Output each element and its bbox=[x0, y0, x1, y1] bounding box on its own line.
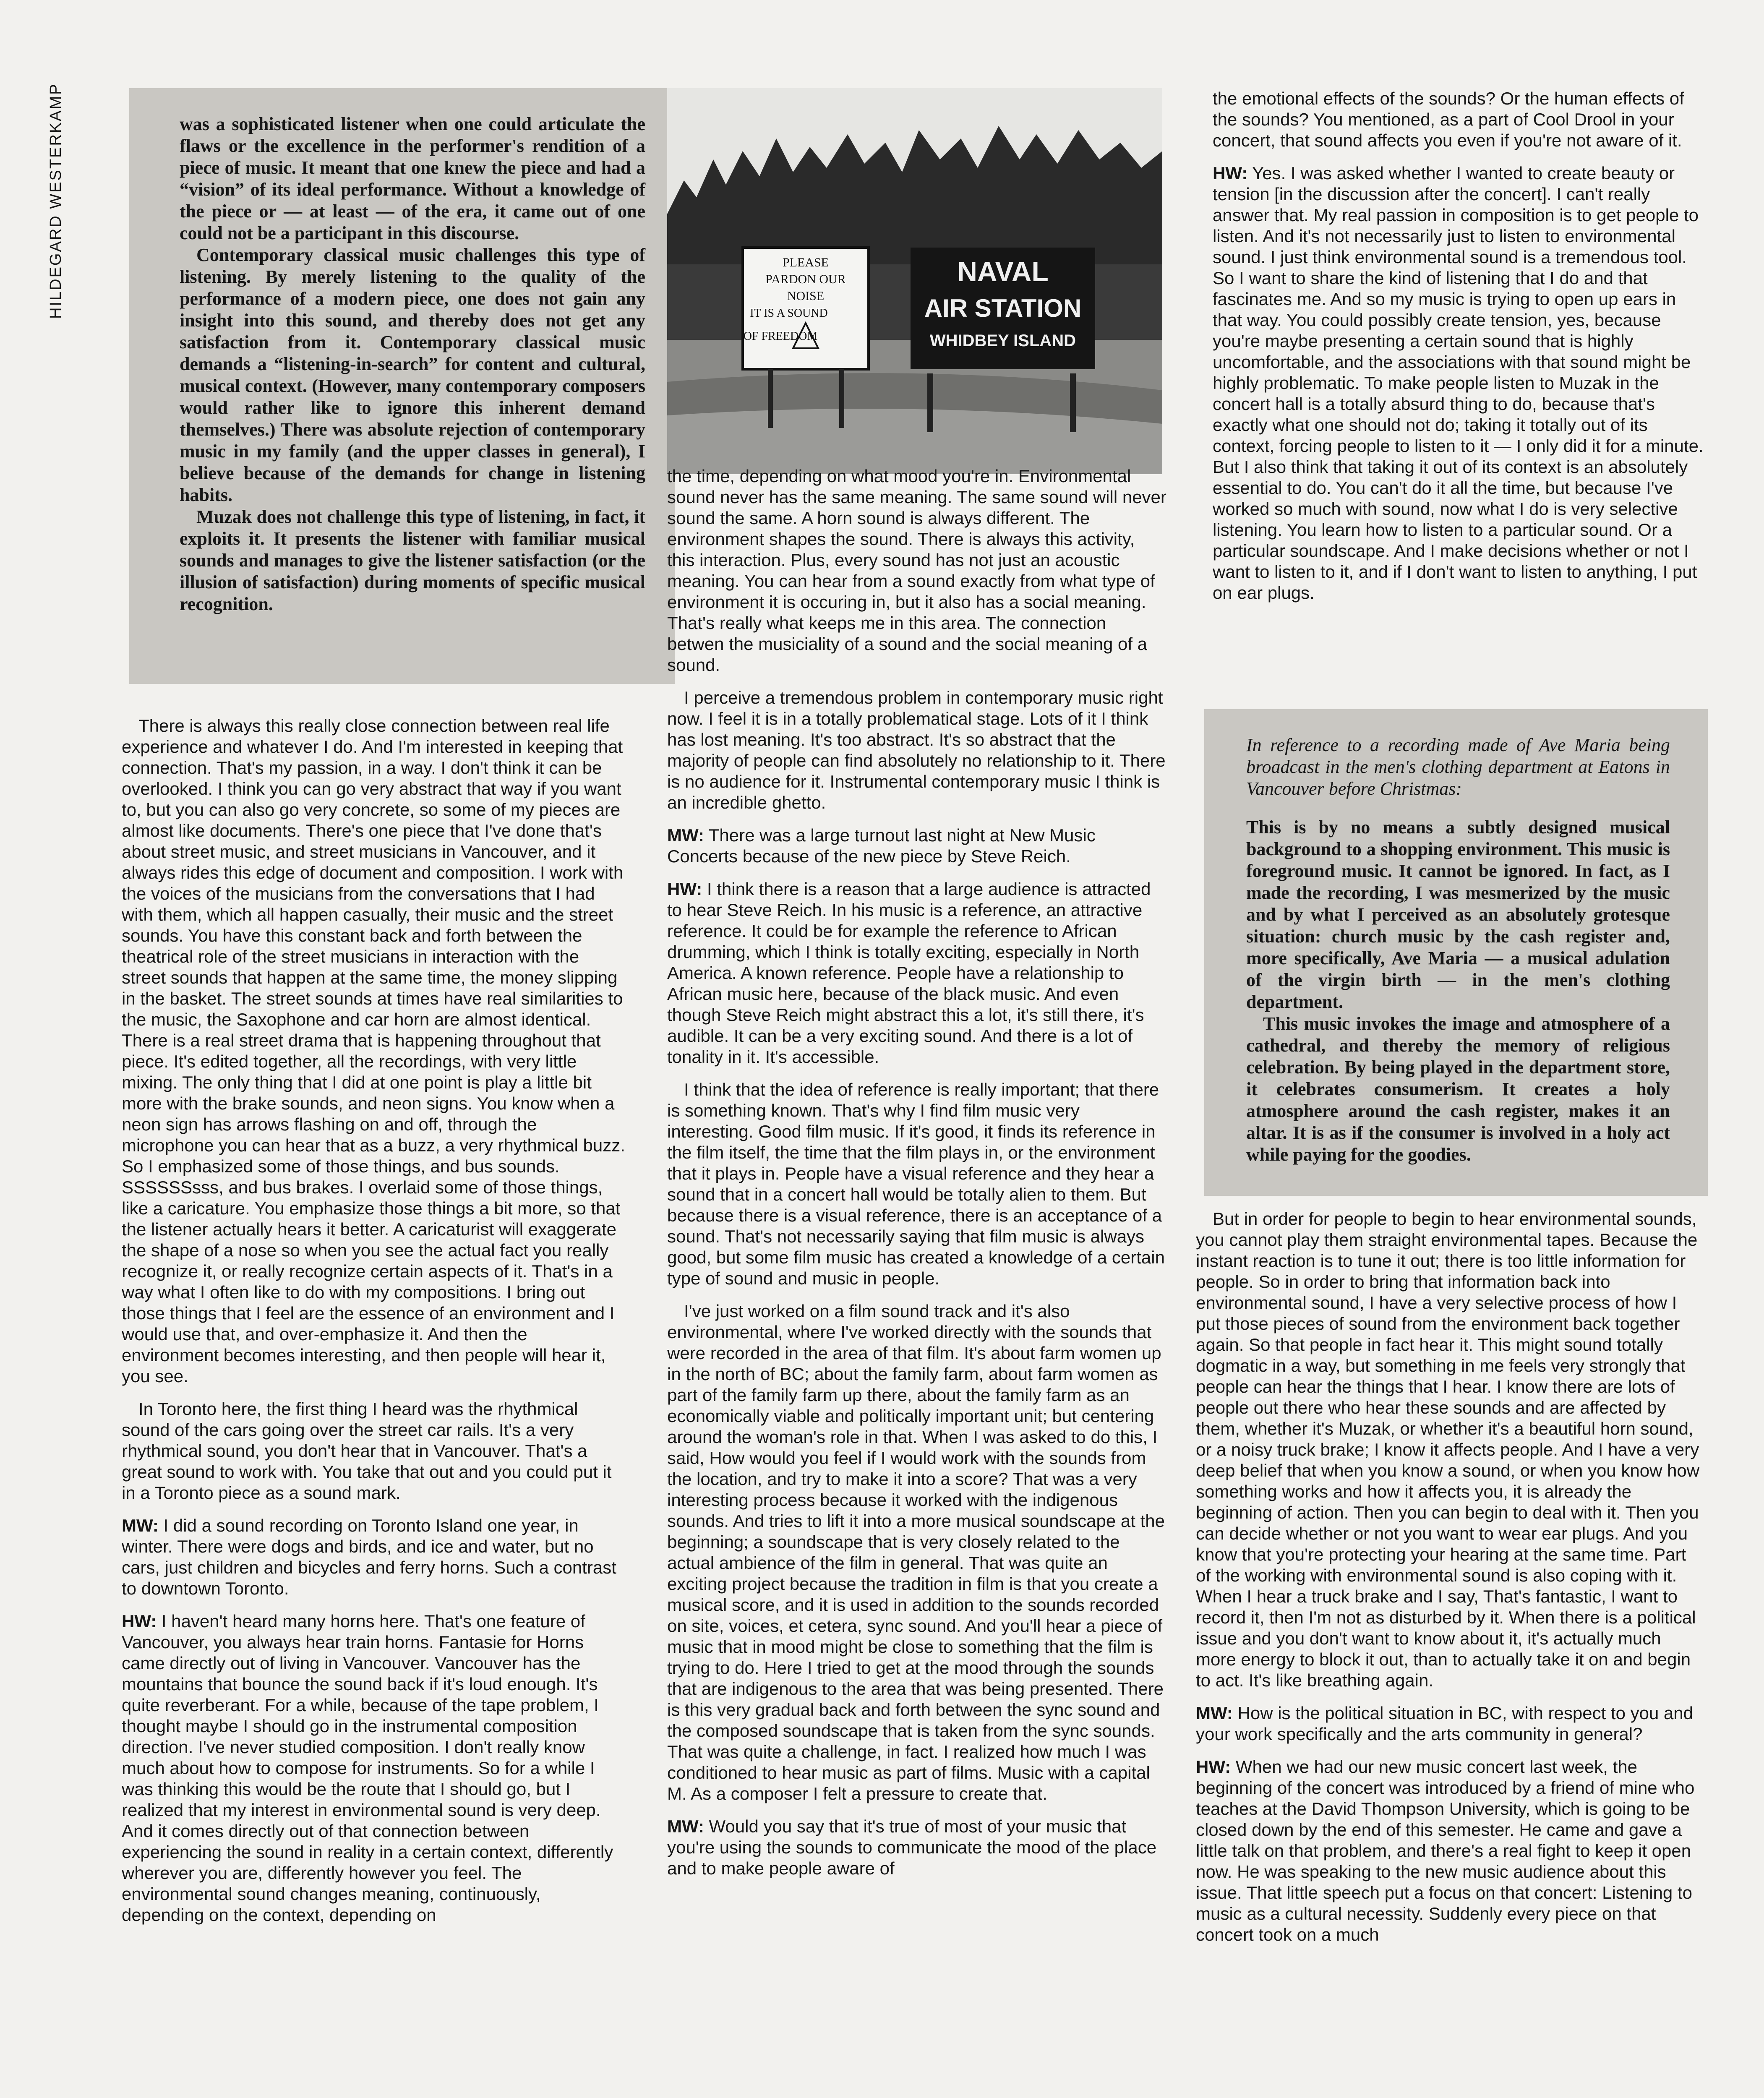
sign-right-text: AIR STATION bbox=[924, 294, 1082, 322]
sidebar-right-para: This is by no means a subtly designed musical background to a shopping environment. This music is foreground music. It cannot be ignored. In fact, as I made the recording, I was mesmerized by the music and by what I perceived as an absolutely grotesque situation: church music by the cash register and, more specifically, Ave Maria — a musical adulation of the virgin birth — in the men's clothing department. bbox=[1246, 817, 1670, 1012]
paragraph-text: Would you say that it's true of most of your music that you're using the sounds to communicate the mood of the place and to make people aware of bbox=[667, 1816, 1157, 1878]
paragraph-text: the time, depending on what mood you're in. Environmental sound never has the same meaning. The same sound will never sound the same. A horn sound is always different. The environment shapes the sound. There is always this activity, this interaction. Plus, every sound has not just an acoustic meaning. You can hear from a sound exactly from what type of environment it is occuring in, but it also has a social meaning. That's really what keeps me in this area. The connection betwen the musiciality of a sound and the social meaning of a sound. bbox=[667, 466, 1166, 675]
sign-left-text: NOISE bbox=[787, 289, 825, 303]
sidebar-left-para: was a sophisticated listener when one could articulate the flaws or the excellence in the performer's rendition of a piece of music. It meant that one knew the piece and had a “vision” of its ideal performance. Without a knowledge of the piece or — at least — of the era, it came out of one could not be a participant in this discourse. bbox=[180, 114, 645, 243]
article-paragraph bbox=[1213, 88, 1704, 151]
sign-left-text: OF FREEDOM bbox=[743, 330, 818, 343]
sign-left-text: IT IS A SOUND bbox=[750, 307, 828, 320]
article-paragraph bbox=[122, 1611, 625, 1926]
sign-right-text: WHIDBEY ISLAND bbox=[929, 331, 1076, 350]
sign-left-text: PLEASE bbox=[782, 256, 829, 269]
photo-graphic bbox=[667, 88, 1162, 474]
speaker-label: MW: bbox=[122, 1516, 159, 1535]
paragraph-text: But in order for people to begin to hear environmental sounds, you cannot play them straight environmental tapes. Because the instant reaction is to tune it out; there is too little information for people. So in order to bring that information back into environmental sound, I have a very selective process of how I put those pieces of sound from the environment back together again. So that people in fact hear it. This might sound totally dogmatic in a way, but something in me feels very strongly that people can hear the things that I hear. I know there are lots of people out there who hear these sounds and are affected by them, whether it's Muzak, or whether it's a beautiful horn sound, or a noisy truck brake; I know it affects people. And I have a very deep belief that when you know a sound, or when you know how something works and how it affects you, it is already the beginning of action. Then you can begin to deal with it. Then you can decide whether or not you want to wear ear plugs. And you know that you're protecting your hearing at the same time. Part of the working with environmental sound is also coping with it. When I hear a truck brake and I say, That's fantastic, I want to record it, then I'm not as disturbed by it. When there is a political issue and you don't want to know about it, it's actually much more energy to block it out, than to actually take it on and begin to act. It's like breathing again. bbox=[1196, 1209, 1700, 1690]
article-paragraph bbox=[667, 825, 1166, 867]
article-column-1 bbox=[122, 715, 625, 2098]
sidebar-left-para: Muzak does not challenge this type of listening, in fact, it exploits it. It presents the listener with familiar musical sounds and manages to give the listener satisfaction (or the illusion of satisfaction) during moments of specific musical recognition. bbox=[180, 506, 645, 614]
article-paragraph bbox=[122, 1399, 625, 1503]
paragraph-text: I perceive a tremendous problem in contemporary music right now. I feel it is in a totally problematical stage. Lots of it I think has lost meaning. It's too abstract. It's so abstract that the majority of people can find absolutely no relationship to it. There is no audience for it. Instrumental contemporary music I think is an incredible ghetto. bbox=[667, 688, 1166, 812]
speaker-label: MW: bbox=[1196, 1703, 1233, 1723]
sign-right-text: NAVAL bbox=[957, 256, 1049, 287]
paragraph-text: How is the political situation in BC, with respect to you and your work specifically and the arts community in general? bbox=[1196, 1703, 1694, 1744]
paragraph-text: In Toronto here, the first thing I heard was the rhythmical sound of the cars going over the street car rails. It's a very rhythmical sound, you don't hear that in Vancouver. That's a great sound to work with. You take that out and you could put it in a Toronto piece as a sound mark. bbox=[122, 1399, 612, 1503]
article-paragraph bbox=[667, 879, 1166, 1067]
paragraph-text: I haven't heard many horns here. That's one feature of Vancouver, you always hear train horns. Fantasie for Horns came directly out of living in Vancouver. Vancouver has the mountains that bounce the sound back if it's loud enough. It's quite reverberant. For a while, because of the tape problem, I thought maybe I should go in the instrumental composition direction. I've never studied composition. I don't really know much about how to compose for instruments. So for a while I was thinking this would be the route that I should go, but I realized that my interest in environmental sound is very deep. And it comes directly out of that connection between experiencing the sound in reality in a certain context, differently wherever you are, differently however you feel. The environmental sound changes meaning, continuously, depending on the context, depending on bbox=[122, 1611, 613, 1925]
article-paragraph bbox=[1196, 1756, 1704, 1945]
article-paragraph bbox=[667, 687, 1166, 813]
speaker-label: MW: bbox=[667, 1816, 704, 1836]
article-paragraph bbox=[122, 1515, 625, 1599]
article-paragraph bbox=[667, 1301, 1166, 1804]
author-tag: HILDEGARD WESTERKAMP bbox=[47, 83, 65, 319]
sidebar-right-intro: In reference to a recording made of Ave Maria being broadcast in the men's clothing department at Eatons in Vancouver before Christmas: bbox=[1246, 735, 1670, 799]
speaker-label: HW: bbox=[1196, 1757, 1231, 1777]
article-paragraph bbox=[667, 1079, 1166, 1289]
article-column-2 bbox=[667, 466, 1166, 2098]
paragraph-text: Yes. I was asked whether I wanted to create beauty or tension [in the discussion after the concert]. I can't really answer that. My real passion in composition is to get people to listen. And it's not necessarily just to listen to environmental sound. I just think environmental sound is a tremendous tool. So I want to share the kind of listening that I do and that fascinates me. And so my music is trying to open up ears in that way. You could possibly create tension, yes, because you're maybe presenting a certain sound that is highly uncomfortable, and the associations with that sound might be highly problematic. To make people listen to Muzak in the concert hall is a totally absurd thing to do, because that's exactly what one should not do; taking it totally out of its context, forcing people to listen to it — I only did it for a minute. But I also think that taking it out of its context is an absolutely essential to do. You can't do it all the time, but because I've worked so much with sound, now what I do is very selective listening. You learn how to listen to a particular sound. Or a particular soundscape. And I make decisions whether or not I want to listen to it, and if I don't want to listen to anything, I put on ear plugs. bbox=[1213, 163, 1704, 603]
paragraph-text: There was a large turnout last night at New Music Concerts because of the new piece by Steve Reich. bbox=[667, 825, 1096, 866]
article-paragraph bbox=[1196, 1703, 1704, 1745]
sidebar-left-box bbox=[129, 88, 675, 684]
paragraph-text: I think that the idea of reference is really important; that there is something known. That's why I find film music very interesting. Good film music. If it's good, it finds its reference in the film itself, the time that the film plays in, or the environment that it plays in. People have a visual reference and they hear a sound that in a concert hall would be totally alien to them. But because there is a visual reference, there is an acceptance of a sound. That's not necessarily saying that film music is always good, but some film music has created a knowledge of a certain type of sound and music in people. bbox=[667, 1080, 1165, 1288]
sign-left-text: PARDON OUR bbox=[765, 272, 846, 286]
article-paragraph bbox=[667, 1816, 1166, 1879]
sidebar-left-para: Contemporary classical music challenges this type of listening. By merely listening to the quality of the performance of a modern piece, one does not gain any insight into this sound, and thereby does not get any satisfaction from it. Contemporary classical music demands a “listening-in-search” for content and cultural, musical context. (However, many contemporary composers would rather like to ignore this inherent demand themselves.) There was absolute rejection of contemporary music in my family (and the upper classes in general), I believe because of the demands for change in listening habits. bbox=[180, 245, 645, 505]
speaker-label: HW: bbox=[1213, 163, 1248, 183]
article-column-3-top bbox=[1213, 88, 1704, 701]
sidebar-right-box bbox=[1204, 709, 1708, 1196]
article-paragraph bbox=[667, 466, 1166, 676]
paragraph-text: I did a sound recording on Toronto Island one year, in winter. There were dogs and birds, and ice and water, but no cars, just children and bicycles and ferry horns. Such a contrast to downtown Toronto. bbox=[122, 1516, 616, 1598]
sidebar-right-para: This music invokes the image and atmosphere of a cathedral, and thereby the memory of religious celebration. By being played in the department store, it celebrates consumerism. It creates a holy atmosphere around the cash register, makes it an altar. It is as if the consumer is involved in a holy act while paying for the goodies. bbox=[1246, 1013, 1670, 1165]
speaker-label: MW: bbox=[667, 825, 704, 845]
paragraph-text: When we had our new music concert last week, the beginning of the concert was introduced by a friend of mine who teaches at the David Thompson University, which is going to be closed down by the end of this semester. He came and gave a little talk on that problem, and there's a real fight to keep it open now. He was speaking to the new music audience about this issue. That little speech put a focus on that concert: Listening to music as a cultural necessity. Suddenly every piece on that concert took on a much bbox=[1196, 1757, 1695, 1944]
article-paragraph bbox=[122, 715, 625, 1387]
paragraph-text: I think there is a reason that a large audience is attracted to hear Steve Reich. In his music is a reference, an attractive reference. It could be for example the reference to African drumming, which I think is totally exciting, especially in North America. A known reference. People have a relationship to African music here, because of the black music. And even though Steve Reich might abstract this a lot, it's still there, it's audible. It can be a very exciting sound. And there is a lot of tonality in it. It's accessible. bbox=[667, 879, 1151, 1067]
article-paragraph bbox=[1213, 163, 1704, 603]
article-paragraph bbox=[1196, 1208, 1704, 1691]
paragraph-text: There is always this really close connection between real life experience and whatever I do. And I'm interested in keeping that connection. That's my passion, in a way. I don't think it can be overlooked. I think you can go very abstract that way if you want to, but you can also go very concrete, so some of my pieces are almost like documents. There's one piece that I've done that's about street music, and street musicians in Vancouver, and it always rides this edge of document and composition. I work with the voices of the musicians from the conversations that I had with them, which all happen casually, their music and the street sounds. You have this constant back and forth between the theatrical role of the street musicians in interaction with the street sounds that happen at the same time, the money slipping in the basket. The street sounds at times have real similarities to the music, the Saxophone and car horn are almost identical. There is a real street drama that is happening throughout that piece. It's edited together, all the recordings, with very little mixing. The only thing that I did at one point is play a little bit more with the brake sounds, and neon signs. You know when a neon sign has arrows flashing on and off, through the microphone you can hear that as a buzz, a very rhythmical buzz. So I emphasized some of those things, and bus sounds. SSSSSSsss, and bus brakes. I overlaid some of those things, like a caricature. You emphasize those things a bit more, so that the listener actually hears it better. A caricaturist will exaggerate the shape of a nose so when you see the actual fact you really recognize it, or really recognize certain aspects of it. That's in a way what I often like to do with my compositions. I bring out those things that I feel are the essence of an environment and I would use that, and over-emphasize it. And then the environment becomes interesting, and then people will hear it, you see. bbox=[122, 716, 625, 1386]
speaker-label: HW: bbox=[667, 879, 702, 899]
article-column-3-bottom bbox=[1196, 1208, 1704, 2098]
photo-naval-air-station bbox=[667, 88, 1162, 474]
paragraph-text: the emotional effects of the sounds? Or the human effects of the sounds? You mentioned, as a part of Cool Drool in your concert, that sound affects you even if you're not aware of it. bbox=[1213, 89, 1684, 150]
speaker-label: HW: bbox=[122, 1611, 157, 1631]
paragraph-text: I've just worked on a film sound track and it's also environmental, where I've worked directly with the sounds that were recorded in the area of that film. It's about farm women up in the north of BC; about the family farm, about farm women as part of the family farm up there, about the family farm as an economically viable and politically important unit; but centering around the woman's role in that. When I was asked to do this, I said, How would you feel if I would work with the sounds from the location, and try to make it into a score? That was a very interesting process because it worked with the indigenous sounds. And tries to lift it into a more musical soundscape at the beginning; a soundscape that is very closely related to the actual ambience of the film in general. That was quite an exciting project because the tradition in film is that you create a musical score, and it is used in addition to the sounds recorded on site, voices, et cetera, sync sound. And you'll hear a piece of music that in mood might be close to something that the film is trying to do. Here I tried to get at the mood through the sounds that are indigenous to the area that was being presented. There is this very gradual back and forth between the sync sound and the composed soundscape that is taken from the sync sounds. That was quite a challenge, in fact. I realized how much I was conditioned to hear music as part of films. Music with a capital M. As a composer I felt a pressure to create that. bbox=[667, 1301, 1165, 1803]
